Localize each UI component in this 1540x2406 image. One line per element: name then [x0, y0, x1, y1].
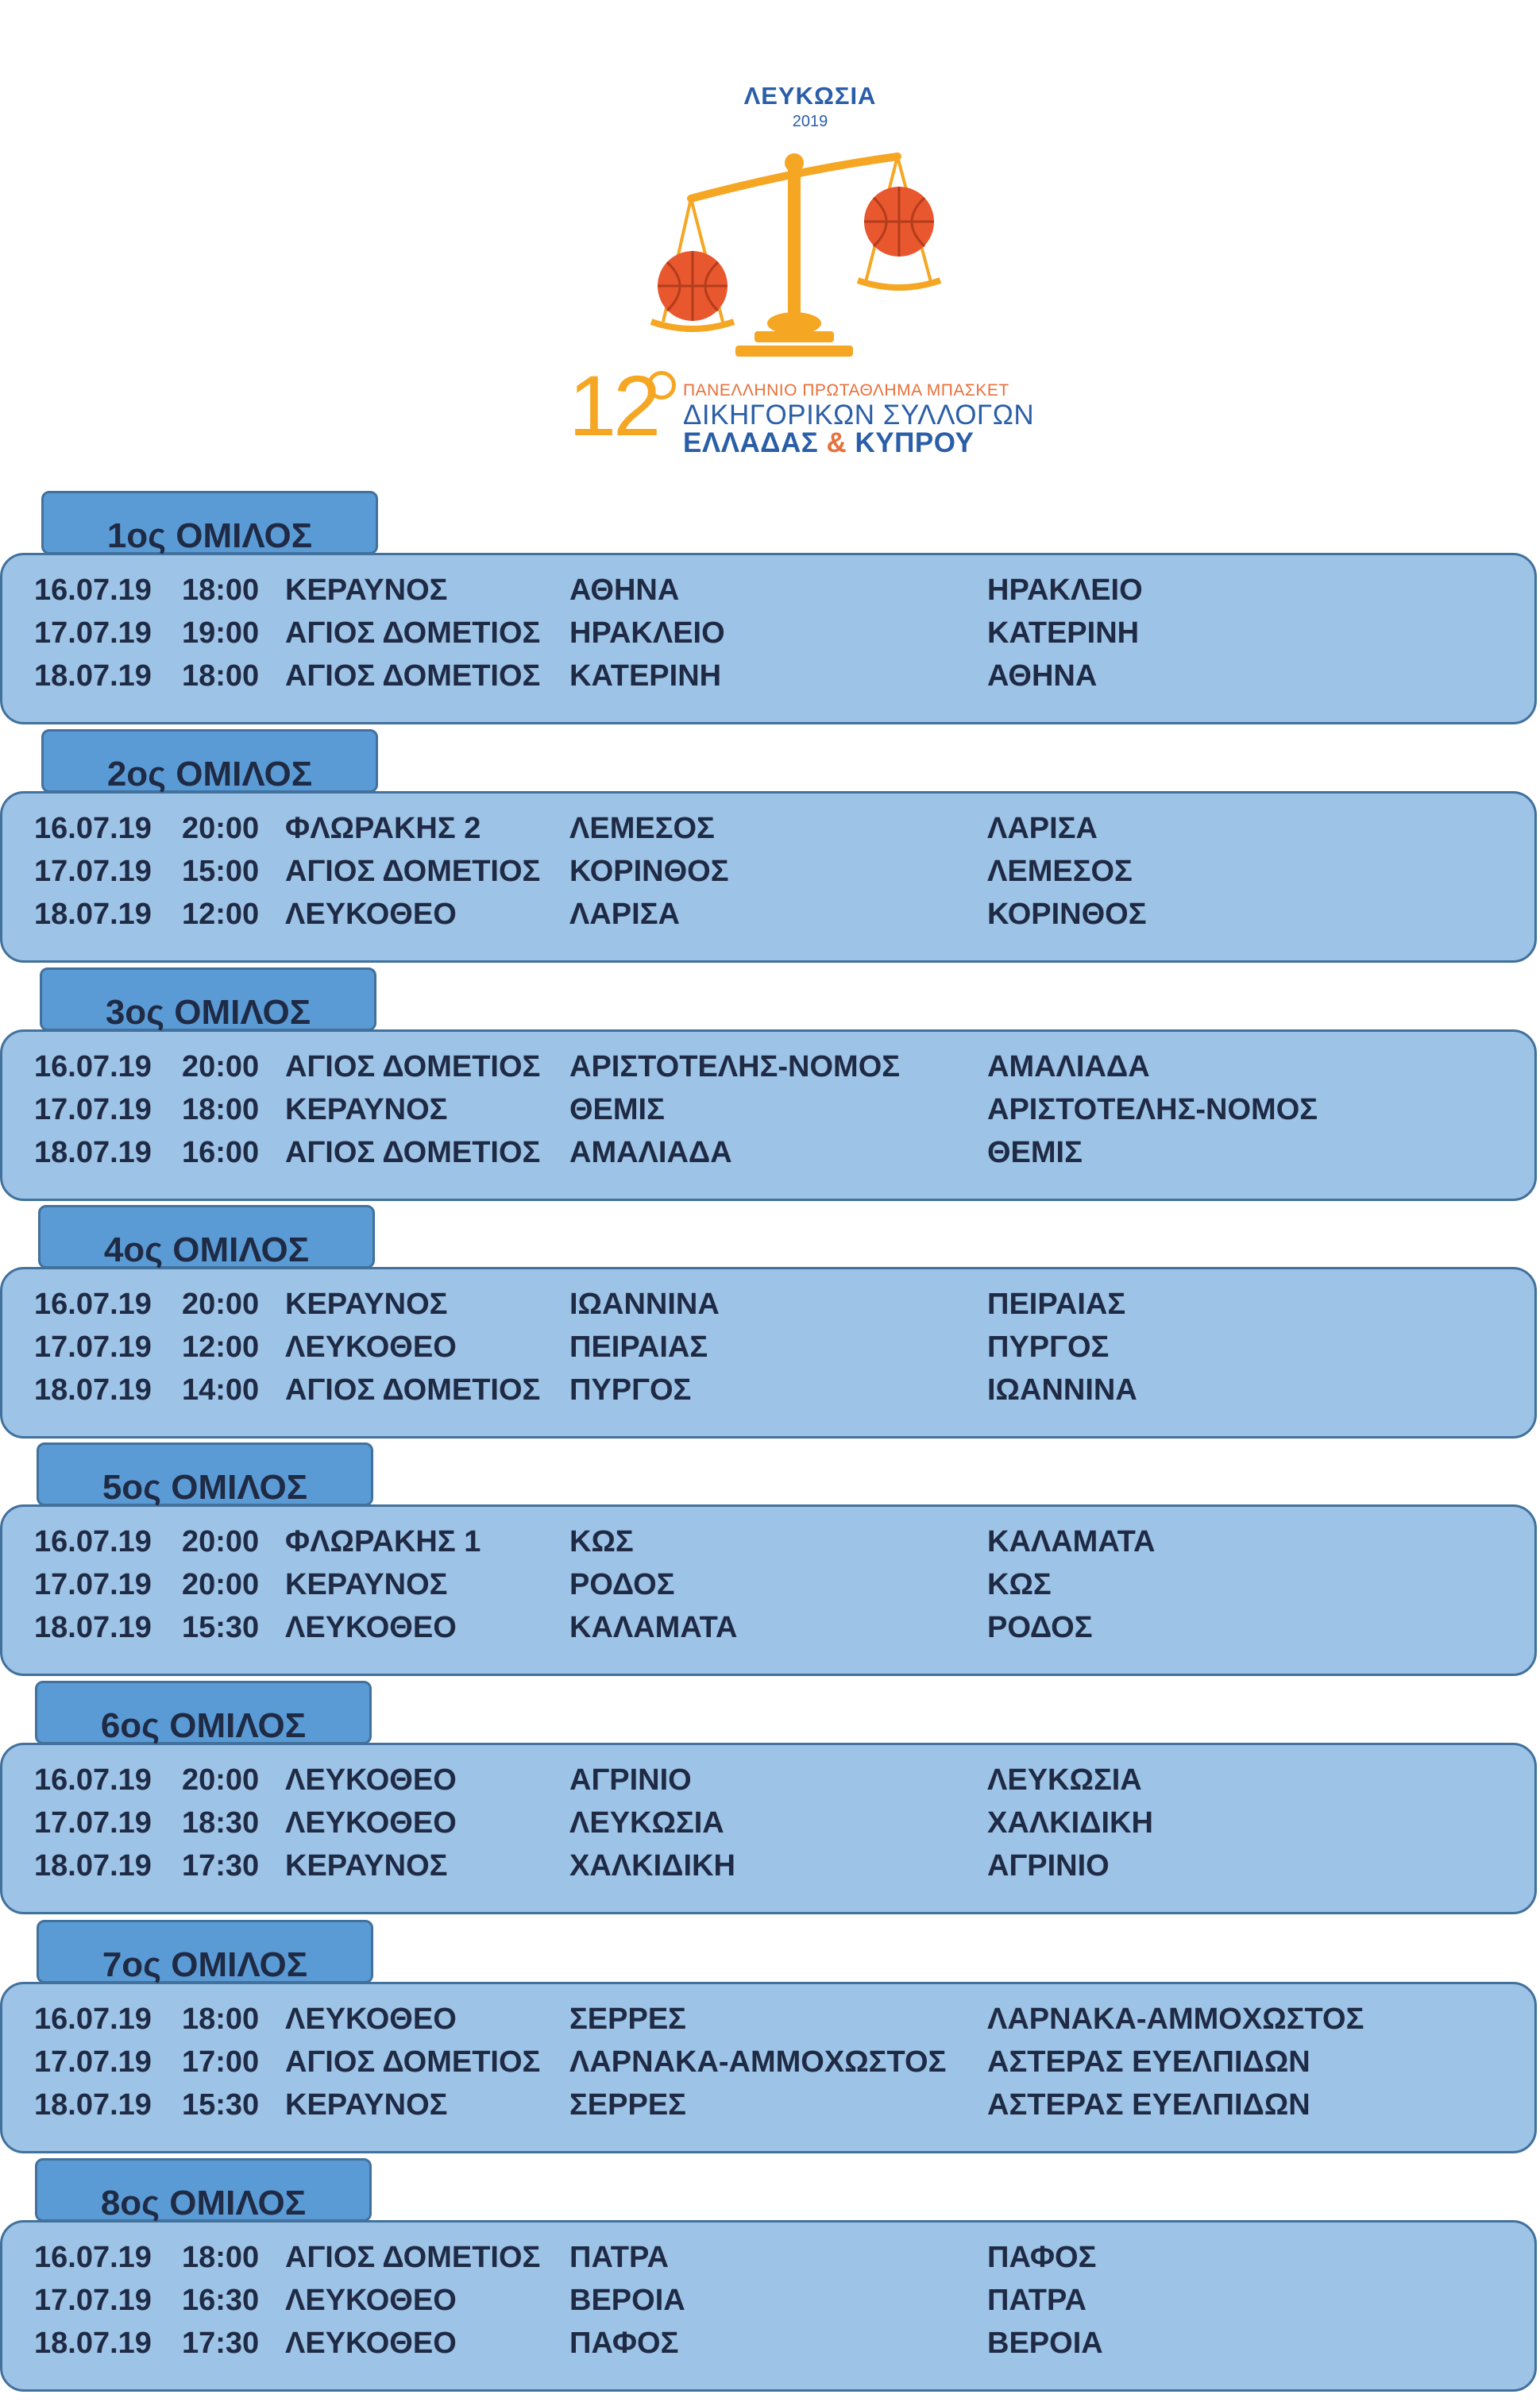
match-list [0, 791, 1537, 963]
match-time: 20:00 [182, 1763, 260, 1797]
group-title: 8ος ΟΜΙΛΟΣ [100, 2184, 307, 2223]
logo-year: 2019 [792, 113, 828, 130]
match-home: ΚΑΛΑΜΑΤΑ [569, 1611, 738, 1644]
match-away: ΚΑΛΑΜΑΤΑ [987, 1525, 1156, 1558]
match-row [2, 2279, 1535, 2322]
match-date: 16.07.19 [34, 574, 152, 607]
match-row [2, 2041, 1535, 2084]
match-time: 20:00 [182, 1288, 260, 1321]
group-tab [38, 1205, 375, 1269]
group-tab [35, 2158, 372, 2222]
match-home: ΡΟΔΟΣ [569, 1568, 675, 1601]
match-venue: ΛΕΥΚΟΘΕΟ [285, 898, 457, 931]
match-home: ΑΓΡΙΝΙΟ [569, 1763, 692, 1797]
group-title: 1ος ΟΜΙΛΟΣ [106, 516, 313, 555]
match-time: 18:00 [182, 659, 260, 693]
match-time: 12:00 [182, 898, 260, 931]
match-away: ΧΑΛΚΙΔΙΚΗ [987, 1806, 1153, 1840]
match-date: 17.07.19 [34, 1093, 152, 1126]
match-time: 20:00 [182, 1568, 260, 1601]
group-block [0, 729, 1540, 967]
group-title: 4ος ΟΜΙΛΟΣ [103, 1230, 310, 1269]
group-tab [40, 967, 376, 1031]
match-home: ΗΡΑΚΛΕΙΟ [569, 616, 725, 650]
match-venue: ΑΓΙΟΣ ΔΟΜΕΤΙΟΣ [285, 1136, 541, 1169]
group-title: 6ος ΟΜΙΛΟΣ [100, 1706, 307, 1745]
match-home: ΠΕΙΡΑΙΑΣ [569, 1330, 708, 1364]
match-home: ΘΕΜΙΣ [569, 1093, 665, 1126]
match-venue: ΚΕΡΑΥΝΟΣ [285, 1093, 448, 1126]
match-venue: ΚΕΡΑΥΝΟΣ [285, 574, 448, 607]
match-home: ΑΜΑΛΙΑΔΑ [569, 1136, 732, 1169]
match-away: ΛΕΜΕΣΟΣ [987, 855, 1133, 888]
logo-line3 [683, 427, 974, 459]
group-tab [37, 1920, 373, 1983]
match-date: 17.07.19 [34, 1330, 152, 1364]
match-time: 12:00 [182, 1330, 260, 1364]
match-time: 15:30 [182, 1611, 260, 1644]
match-date: 18.07.19 [34, 1849, 152, 1883]
match-away: ΠΕΙΡΑΙΑΣ [987, 1288, 1126, 1321]
match-time: 18:00 [182, 2241, 260, 2274]
match-venue: ΚΕΡΑΥΝΟΣ [285, 2088, 448, 2122]
match-venue: ΚΕΡΑΥΝΟΣ [285, 1849, 448, 1883]
match-away: ΙΩΑΝΝΙΝΑ [987, 1373, 1137, 1407]
match-row [2, 1088, 1535, 1131]
match-date: 18.07.19 [34, 2088, 152, 2122]
match-away: ΠΑΦΟΣ [987, 2241, 1097, 2274]
match-away: ΡΟΔΟΣ [987, 1611, 1093, 1644]
match-venue: ΑΓΙΟΣ ΔΟΜΕΤΙΟΣ [285, 2241, 541, 2274]
match-row [2, 1759, 1535, 1802]
match-date: 18.07.19 [34, 1373, 152, 1407]
logo-line3-b: ΚΥΠΡΟΥ [855, 427, 975, 458]
match-away: ΠΥΡΓΟΣ [987, 1330, 1110, 1364]
match-home: ΚΩΣ [569, 1525, 634, 1558]
match-home: ΛΕΜΕΣΟΣ [569, 812, 715, 845]
match-home: ΛΑΡΙΣΑ [569, 898, 680, 931]
match-row [2, 1283, 1535, 1326]
group-title: 7ος ΟΜΙΛΟΣ [102, 1945, 308, 1984]
match-date: 17.07.19 [34, 616, 152, 650]
match-row [2, 1045, 1535, 1088]
match-row [2, 2322, 1535, 2365]
match-row [2, 893, 1535, 936]
match-list [0, 2220, 1537, 2392]
match-list [0, 1743, 1537, 1914]
match-home: ΚΟΡΙΝΘΟΣ [569, 855, 729, 888]
scale-of-justice-icon [635, 123, 985, 369]
match-time: 14:00 [182, 1373, 260, 1407]
match-time: 20:00 [182, 1525, 260, 1558]
match-date: 16.07.19 [34, 1525, 152, 1558]
group-tab [35, 1681, 372, 1744]
match-venue: ΑΓΙΟΣ ΔΟΜΕΤΙΟΣ [285, 616, 541, 650]
match-row [2, 1369, 1535, 1412]
match-away: ΑΣΤΕΡΑΣ ΕΥΕΛΠΙΔΩΝ [987, 2088, 1310, 2122]
match-venue: ΚΕΡΑΥΝΟΣ [285, 1568, 448, 1601]
match-time: 18:00 [182, 1093, 260, 1126]
match-row [2, 2236, 1535, 2279]
match-time: 17:30 [182, 1849, 260, 1883]
match-list [0, 1982, 1537, 2153]
match-date: 17.07.19 [34, 2284, 152, 2317]
match-date: 16.07.19 [34, 2002, 152, 2036]
match-row [2, 850, 1535, 893]
match-venue: ΑΓΙΟΣ ΔΟΜΕΤΙΟΣ [285, 1050, 541, 1083]
match-time: 20:00 [182, 1050, 260, 1083]
degree-sign-icon [647, 371, 676, 400]
group-title: 3ος ΟΜΙΛΟΣ [105, 993, 311, 1032]
match-list [0, 1504, 1537, 1676]
match-away: ΠΑΤΡΑ [987, 2284, 1086, 2317]
match-home: ΑΡΙΣΤΟΤΕΛΗΣ-ΝΟΜΟΣ [569, 1050, 901, 1083]
match-venue: ΚΕΡΑΥΝΟΣ [285, 1288, 448, 1321]
match-date: 16.07.19 [34, 2241, 152, 2274]
match-away: ΑΘΗΝΑ [987, 659, 1098, 693]
match-date: 18.07.19 [34, 1611, 152, 1644]
match-away: ΚΑΤΕΡΙΝΗ [987, 616, 1140, 650]
match-list [0, 1267, 1537, 1439]
group-title: 5ος ΟΜΙΛΟΣ [102, 1468, 308, 1507]
match-date: 18.07.19 [34, 1136, 152, 1169]
match-date: 18.07.19 [34, 2327, 152, 2360]
match-home: ΠΥΡΓΟΣ [569, 1373, 692, 1407]
match-time: 17:30 [182, 2327, 260, 2360]
logo-line2: ΔΙΚΗΓΟΡΙΚΩΝ ΣΥΛΛΟΓΩΝ [683, 400, 1035, 431]
match-venue: ΛΕΥΚΟΘΕΟ [285, 1763, 457, 1797]
match-venue: ΛΕΥΚΟΘΕΟ [285, 1611, 457, 1644]
match-date: 17.07.19 [34, 855, 152, 888]
match-time: 15:00 [182, 855, 260, 888]
match-venue: ΛΕΥΚΟΘΕΟ [285, 1806, 457, 1840]
match-row [2, 1326, 1535, 1369]
group-block [0, 2158, 1540, 2396]
match-time: 15:30 [182, 2088, 260, 2122]
match-away: ΚΩΣ [987, 1568, 1052, 1601]
match-date: 18.07.19 [34, 898, 152, 931]
match-time: 18:00 [182, 2002, 260, 2036]
match-home: ΠΑΤΡΑ [569, 2241, 669, 2274]
group-tab [41, 491, 378, 554]
match-time: 18:30 [182, 1806, 260, 1840]
match-venue: ΛΕΥΚΟΘΕΟ [285, 2002, 457, 2036]
match-home: ΑΘΗΝΑ [569, 574, 680, 607]
match-away: ΛΑΡΙΣΑ [987, 812, 1098, 845]
logo-line3-a: ΕΛΛΑΔΑΣ [683, 427, 819, 458]
match-row [2, 612, 1535, 655]
match-date: 16.07.19 [34, 1288, 152, 1321]
group-block [0, 967, 1540, 1206]
group-block [0, 1205, 1540, 1443]
match-row [2, 1802, 1535, 1844]
match-date: 16.07.19 [34, 1763, 152, 1797]
group-block [0, 491, 1540, 729]
match-date: 18.07.19 [34, 659, 152, 693]
match-away: ΘΕΜΙΣ [987, 1136, 1083, 1169]
match-row [2, 1520, 1535, 1563]
match-date: 17.07.19 [34, 1806, 152, 1840]
group-block [0, 1920, 1540, 2158]
match-time: 16:00 [182, 1136, 260, 1169]
match-time: 16:30 [182, 2284, 260, 2317]
match-home: ΒΕΡΟΙΑ [569, 2284, 685, 2317]
match-venue: ΑΓΙΟΣ ΔΟΜΕΤΙΟΣ [285, 2045, 541, 2079]
match-venue: ΛΕΥΚΟΘΕΟ [285, 2327, 457, 2360]
match-home: ΚΑΤΕΡΙΝΗ [569, 659, 722, 693]
match-away: ΚΟΡΙΝΘΟΣ [987, 898, 1147, 931]
match-row [2, 655, 1535, 697]
match-home: ΛΑΡΝΑΚΑ-ΑΜΜΟΧΩΣΤΟΣ [569, 2045, 947, 2079]
match-home: ΧΑΛΚΙΔΙΚΗ [569, 1849, 735, 1883]
match-venue: ΑΓΙΟΣ ΔΟΜΕΤΙΟΣ [285, 659, 541, 693]
group-tab [37, 1442, 373, 1506]
logo-city: ΛΕΥΚΩΣΙΑ [743, 82, 877, 110]
match-date: 16.07.19 [34, 812, 152, 845]
match-row [2, 569, 1535, 612]
match-away: ΑΜΑΛΙΑΔΑ [987, 1050, 1150, 1083]
match-time: 20:00 [182, 812, 260, 845]
match-away: ΛΕΥΚΩΣΙΑ [987, 1763, 1142, 1797]
match-row [2, 1563, 1535, 1606]
match-list [0, 1029, 1537, 1201]
match-date: 17.07.19 [34, 2045, 152, 2079]
match-away: ΛΑΡΝΑΚΑ-ΑΜΜΟΧΩΣΤΟΣ [987, 2002, 1364, 2036]
logo-line3-amp: & [826, 427, 847, 458]
match-home: ΛΕΥΚΩΣΙΑ [569, 1806, 724, 1840]
match-home: ΠΑΦΟΣ [569, 2327, 679, 2360]
group-title: 2ος ΟΜΙΛΟΣ [106, 755, 313, 794]
match-away: ΑΓΡΙΝΙΟ [987, 1849, 1110, 1883]
match-row [2, 807, 1535, 850]
match-row [2, 1131, 1535, 1174]
match-venue: ΑΓΙΟΣ ΔΟΜΕΤΙΟΣ [285, 1373, 541, 1407]
match-row [2, 1844, 1535, 1887]
match-list [0, 553, 1537, 724]
match-time: 18:00 [182, 574, 260, 607]
group-tab [41, 729, 378, 793]
match-date: 16.07.19 [34, 1050, 152, 1083]
group-block [0, 1681, 1540, 1919]
match-home: ΣΕΡΡΕΣ [569, 2088, 686, 2122]
match-time: 19:00 [182, 616, 260, 650]
match-home: ΣΕΡΡΕΣ [569, 2002, 686, 2036]
group-block [0, 1442, 1540, 1681]
match-home: ΙΩΑΝΝΙΝΑ [569, 1288, 720, 1321]
match-away: ΗΡΑΚΛΕΙΟ [987, 574, 1143, 607]
match-venue: ΛΕΥΚΟΘΕΟ [285, 2284, 457, 2317]
match-time: 17:00 [182, 2045, 260, 2079]
match-row [2, 2084, 1535, 2126]
match-away: ΒΕΡΟΙΑ [987, 2327, 1103, 2360]
match-row [2, 1606, 1535, 1649]
tournament-logo [556, 75, 1064, 473]
match-away: ΑΣΤΕΡΑΣ ΕΥΕΛΠΙΔΩΝ [987, 2045, 1310, 2079]
match-row [2, 1998, 1535, 2041]
match-venue: ΦΛΩΡΑΚΗΣ 2 [285, 812, 481, 845]
logo-line1: ΠΑΝΕΛΛΗΝΙΟ ΠΡΩΤΑΘΛΗΜΑ ΜΠΑΣΚΕΤ [683, 381, 1009, 400]
match-away: ΑΡΙΣΤΟΤΕΛΗΣ-ΝΟΜΟΣ [987, 1093, 1318, 1126]
match-venue: ΑΓΙΟΣ ΔΟΜΕΤΙΟΣ [285, 855, 541, 888]
logo-edition-number: 12 [569, 357, 658, 454]
match-venue: ΛΕΥΚΟΘΕΟ [285, 1330, 457, 1364]
match-venue: ΦΛΩΡΑΚΗΣ 1 [285, 1525, 481, 1558]
match-date: 17.07.19 [34, 1568, 152, 1601]
